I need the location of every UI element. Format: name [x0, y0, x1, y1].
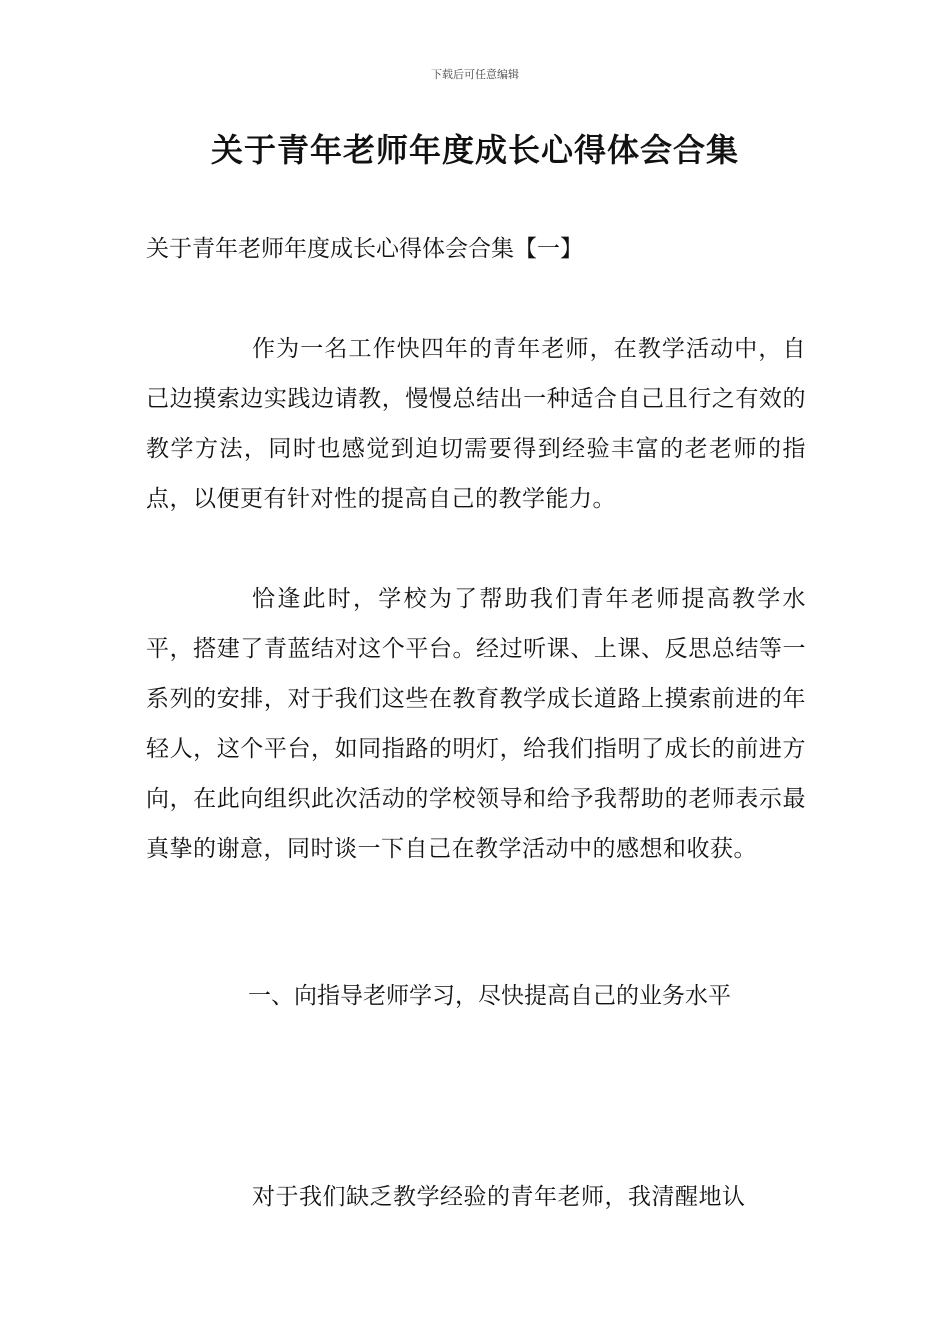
header-note: 下载后可任意编辑: [431, 68, 519, 81]
document-title: 关于青年老师年度成长心得体会合集: [210, 131, 739, 169]
subheading: 一、向指导老师学习，尽快提高自己的业务水平: [248, 983, 731, 1009]
paragraph-2: 恰逢此时，学校为了帮助我们青年老师提高教学水平，搭建了青蓝结对这个平台。经过听课、上课、反思总结等一系列的安排，对于我们这些在教育教学成长道路上摸索前进的年轻人，这个平台，如同指路的明灯，给我们指明了成长的前进方向，在此向组织此次活动的学校领导和给予我帮助的老师表示最真挚的谢意，同时谈一下自己在教学活动中的感想和收获。: [146, 586, 806, 862]
paragraph-3: 对于我们缺乏教学经验的青年老师，我清醒地认: [252, 1184, 746, 1210]
section-heading: 关于青年老师年度成长心得体会合集【一】: [146, 236, 583, 262]
paragraph-1: 作为一名工作快四年的青年老师，在教学活动中，自己边摸索边实践边请教，慢慢总结出一种适合自己且行之有效的教学方法，同时也感觉到迫切需要得到经验丰富的老老师的指点，以便更有针对性的提高自己的教学能力。: [146, 336, 806, 512]
